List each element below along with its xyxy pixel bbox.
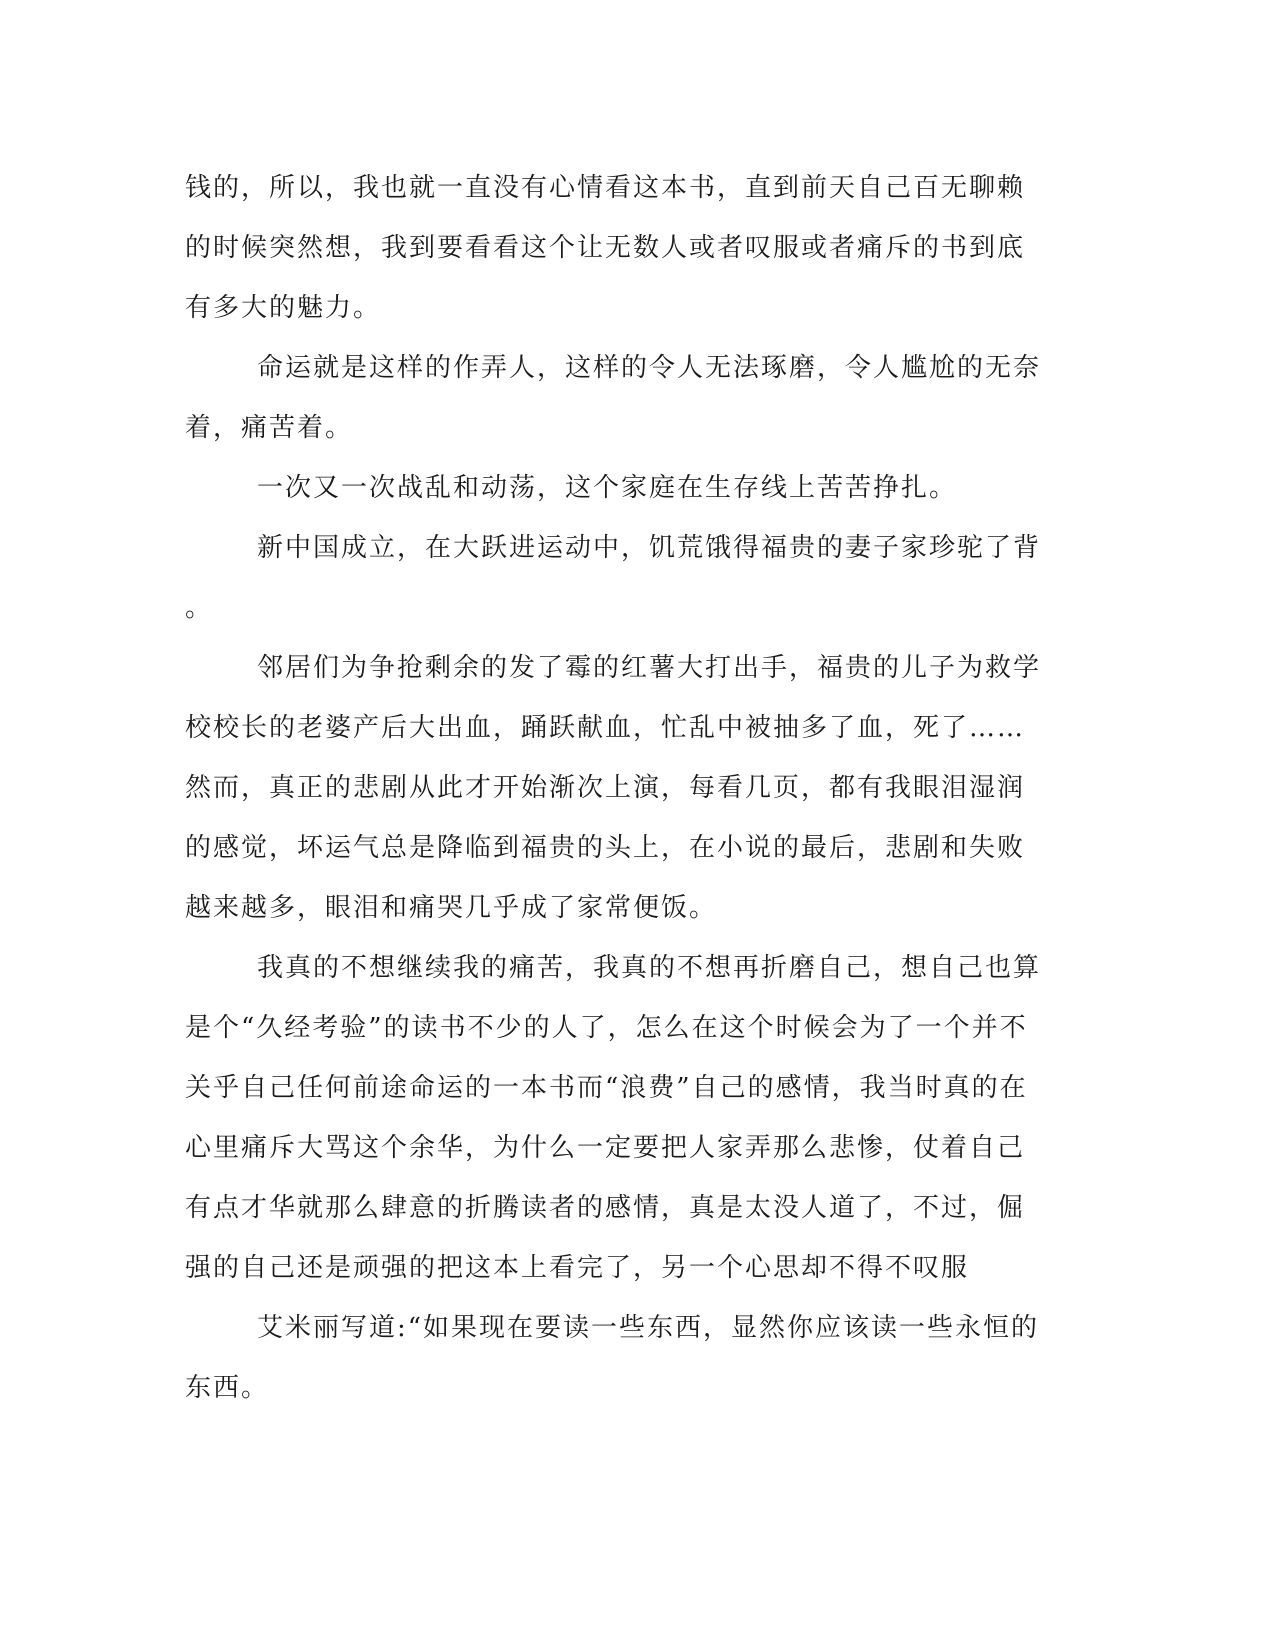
text-line: 钱的，所以，我也就一直没有心情看这本书，直到前天自己百无聊赖 bbox=[185, 173, 1026, 203]
paragraph-first-line: 命运就是这样的作弄人，这样的令人无法琢磨，令人尴尬的无奈 bbox=[257, 353, 1042, 383]
text-line: 强的自己还是顽强的把这本上看完了，另一个心思却不得不叹服 bbox=[185, 1253, 970, 1283]
text-line: 关乎自己任何前途命运的一本书而“浪费”自己的感情，我当时真的在 bbox=[185, 1073, 1028, 1103]
text-line: 有点才华就那么肆意的折腾读者的感情，真是太没人道了，不过，倔 bbox=[185, 1193, 1026, 1223]
paragraph-first-line: 一次又一次战乱和动荡，这个家庭在生存线上苦苦挣扎。 bbox=[257, 473, 958, 503]
paragraph-first-line: 新中国成立，在大跃进运动中，饥荒饿得福贵的妻子家珍驼了背 bbox=[257, 533, 1042, 563]
text-line: 。 bbox=[185, 593, 214, 623]
text-line: 有多大的魅力。 bbox=[185, 293, 382, 323]
text-line: 的感觉，坏运气总是降临到福贵的头上，在小说的最后，悲剧和失败 bbox=[185, 833, 1026, 863]
text-line: 东西。 bbox=[185, 1373, 270, 1403]
text-line: 心里痛斥大骂这个余华，为什么一定要把人家弄那么悲惨，仗着自己 bbox=[185, 1133, 1026, 1163]
text-line: 校校长的老婆产后大出血，踊跃献血，忙乱中被抽多了血，死了…… bbox=[185, 713, 1026, 743]
text-line: 越来越多，眼泪和痛哭几乎成了家常便饭。 bbox=[185, 893, 718, 923]
text-line: 是个“久经考验”的读书不少的人了，怎么在这个时候会为了一个并不 bbox=[185, 1013, 1028, 1043]
text-line: 的时候突然想，我到要看看这个让无数人或者叹服或者痛斥的书到底 bbox=[185, 233, 1026, 263]
text-line: 然而，真正的悲剧从此才开始渐次上演，每看几页，都有我眼泪湿润 bbox=[185, 773, 1026, 803]
paragraph-first-line: 我真的不想继续我的痛苦，我真的不想再折磨自己，想自己也算 bbox=[257, 953, 1042, 983]
paragraph-first-line: 邻居们为争抢剩余的发了霉的红薯大打出手，福贵的儿子为救学 bbox=[257, 653, 1042, 683]
body-text bbox=[185, 158, 1055, 1418]
text-line: 着，痛苦着。 bbox=[185, 413, 354, 443]
paragraph-first-line: 艾米丽写道:“如果现在要读一些东西，显然你应该读一些永恒的 bbox=[257, 1313, 1040, 1343]
